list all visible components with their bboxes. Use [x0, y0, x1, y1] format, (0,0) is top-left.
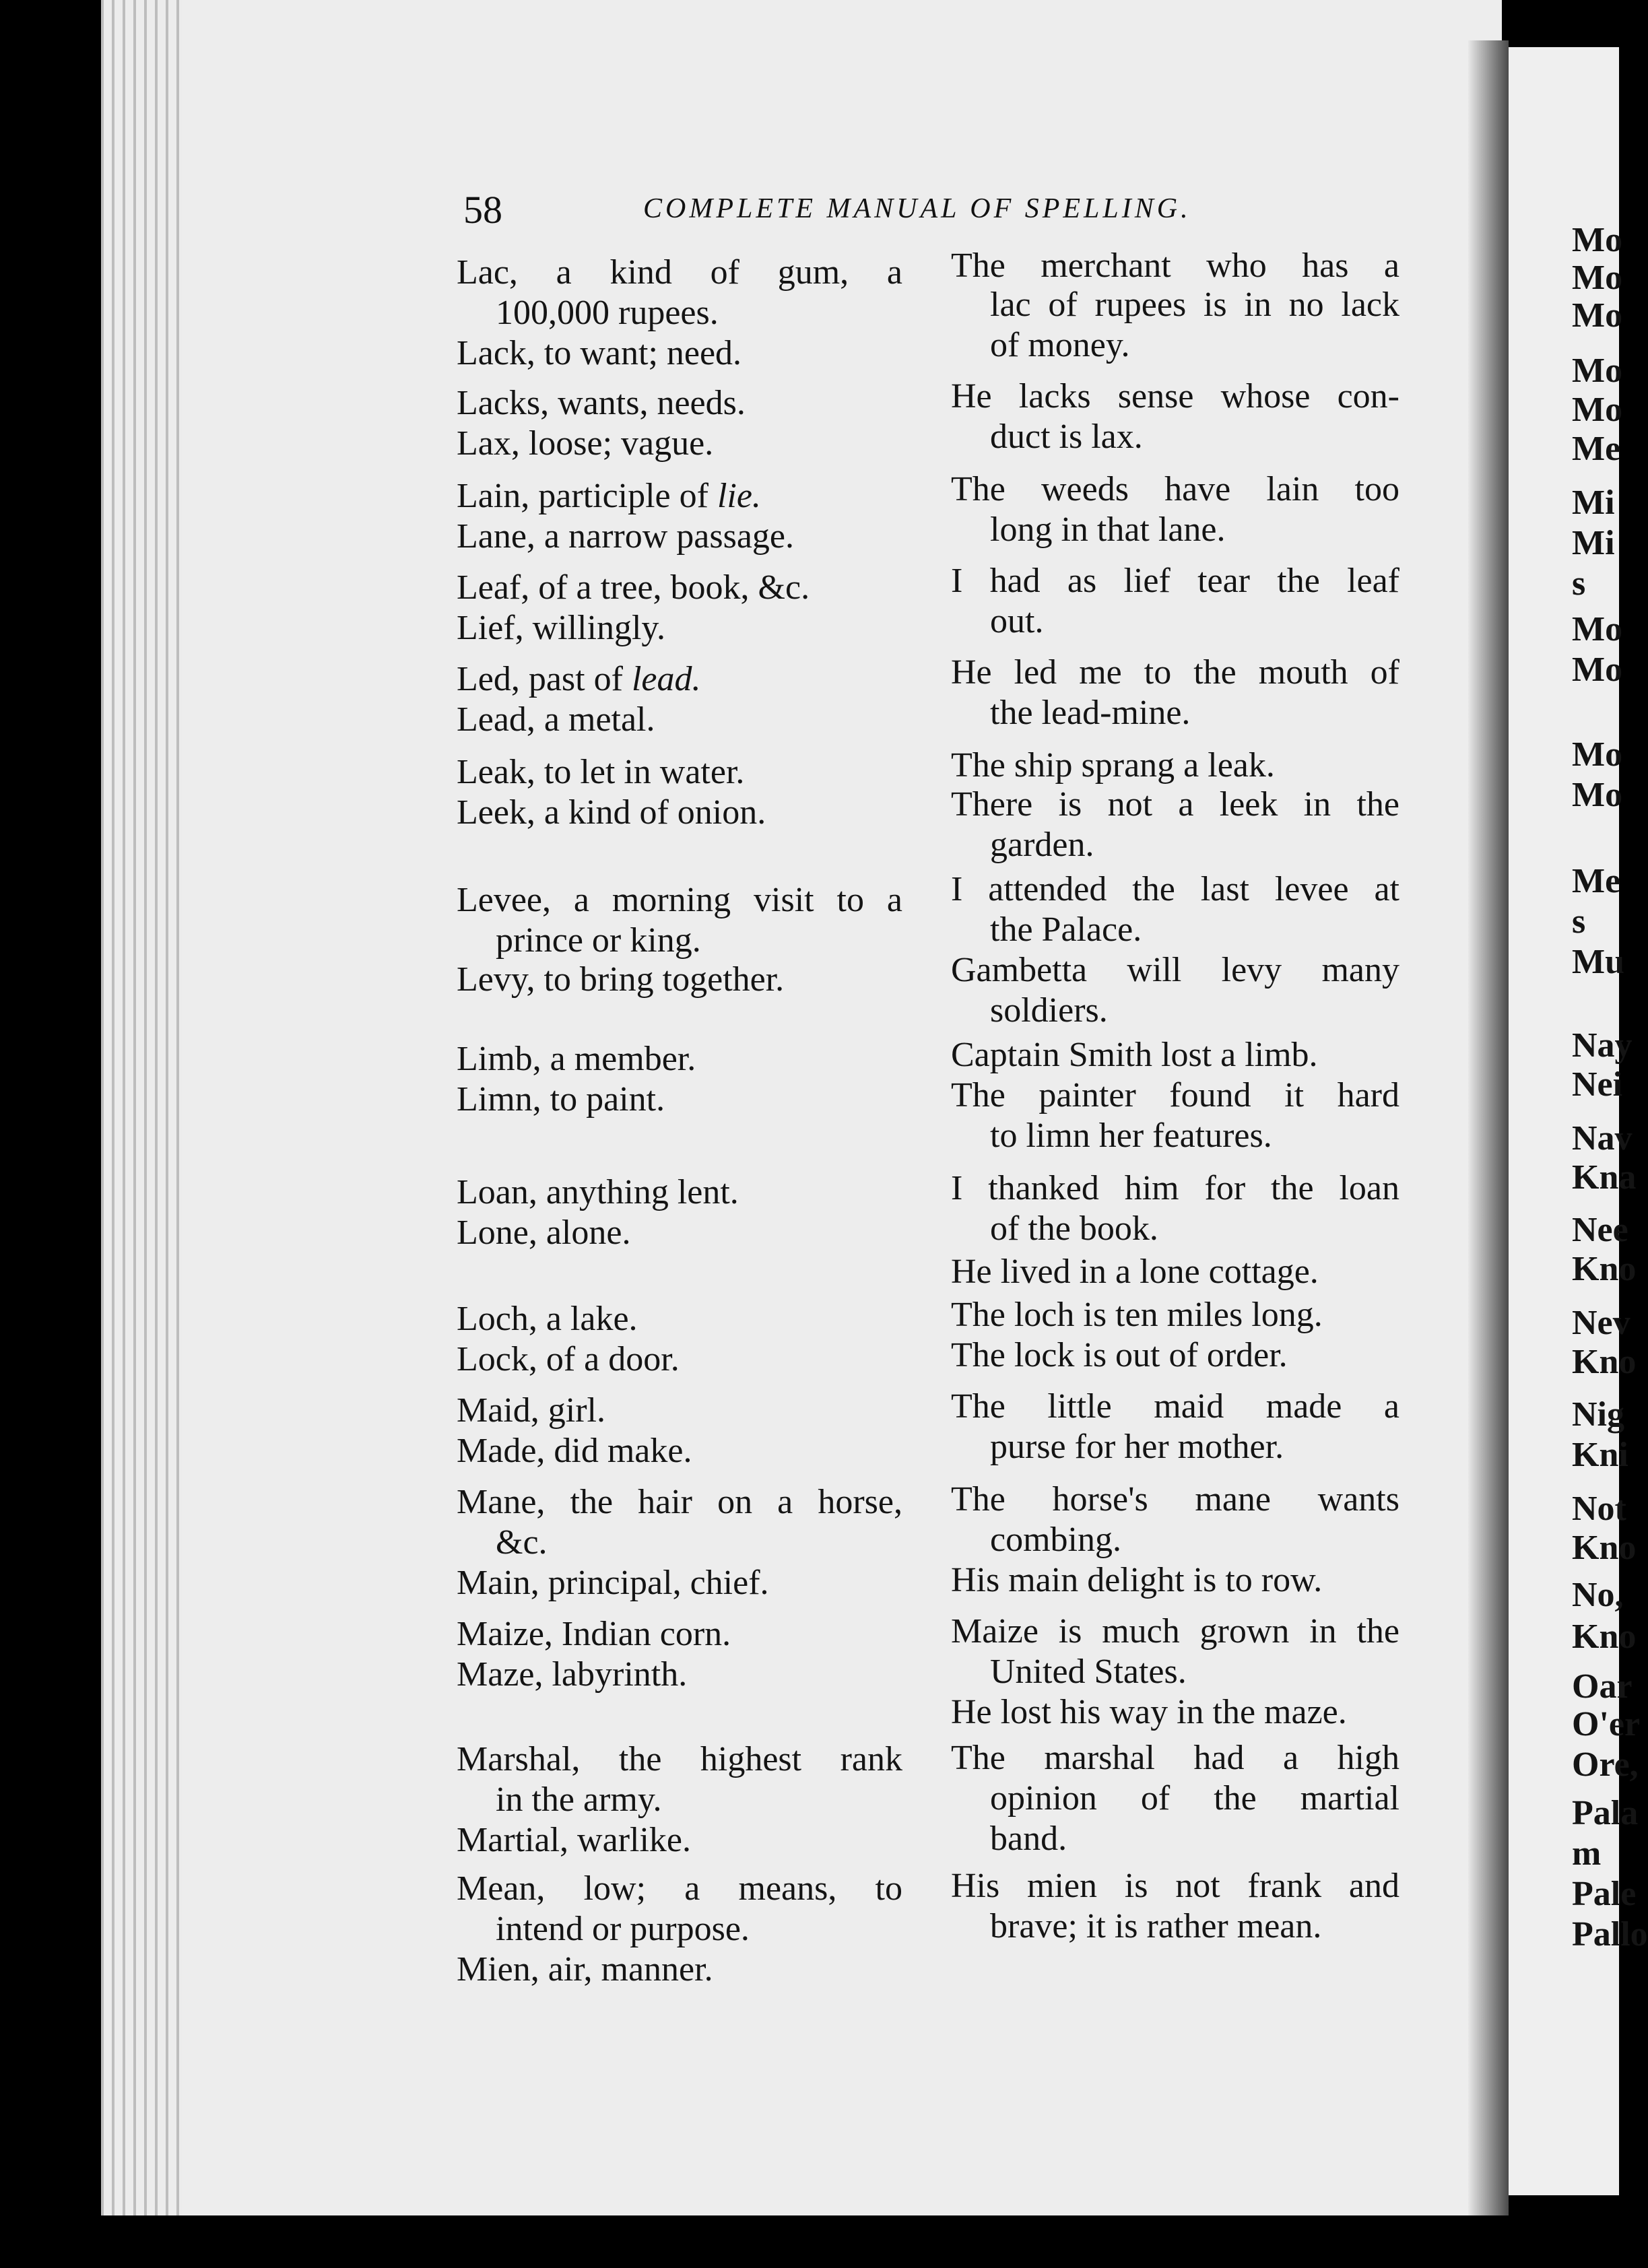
line-text: brave; it is rather mean.	[990, 1907, 1322, 1945]
line-text: Led, past of	[457, 660, 632, 698]
word-entry-line	[496, 920, 902, 962]
line-text: The lock is out of order.	[951, 1336, 1288, 1374]
example-sentence-line	[951, 1168, 1399, 1209]
line-text: soldiers.	[990, 991, 1108, 1030]
word-entry-line	[457, 1820, 902, 1861]
line-text: He lost his way in the maze.	[951, 1693, 1347, 1731]
next-page-fragment: Kno	[1572, 1529, 1637, 1567]
example-sentence-line	[990, 416, 1399, 458]
example-sentence-line	[990, 1115, 1399, 1157]
next-page-fragment: Mo	[1572, 776, 1623, 814]
example-sentence-line	[951, 1560, 1399, 1601]
example-sentence-line	[951, 869, 1399, 910]
line-text: Loan, anything lent.	[457, 1173, 739, 1211]
word-entry-line	[457, 516, 902, 558]
line-text: 100,000 rupees.	[496, 294, 719, 332]
line-text: Marshal, the highest rank	[457, 1740, 902, 1778]
next-page-fragment: Pale	[1572, 1875, 1637, 1913]
line-text: Limb, a member.	[457, 1040, 696, 1078]
next-page-fragment: Kno	[1572, 1617, 1637, 1656]
example-sentence-line	[951, 560, 1399, 602]
next-page-fragment: O'er	[1572, 1705, 1641, 1743]
example-sentence-line	[990, 601, 1399, 642]
line-text: long in that lane.	[990, 510, 1226, 549]
next-page-fragment: m	[1572, 1834, 1602, 1873]
word-entry-line	[457, 959, 902, 1001]
example-sentence-line	[990, 1519, 1399, 1561]
next-page-fragment: Mo	[1572, 735, 1623, 774]
example-sentence-line	[951, 784, 1399, 826]
example-sentence-line	[990, 284, 1399, 326]
next-page-fragment: Not	[1572, 1490, 1626, 1528]
line-text: The loch is ten miles long.	[951, 1296, 1323, 1334]
word-entry-line	[457, 1172, 902, 1213]
example-sentence-line	[951, 1611, 1399, 1653]
line-text: There is not a leek in the	[951, 785, 1399, 824]
line-text: Captain Smith lost a limb.	[951, 1036, 1318, 1074]
word-entry-line	[457, 423, 902, 465]
line-text: Levy, to bring together.	[457, 960, 785, 999]
line-text: I thanked him for the loan	[951, 1169, 1399, 1207]
word-entry-line	[457, 1339, 902, 1380]
example-sentence-line	[951, 1294, 1399, 1336]
line-text: opinion of the martial	[990, 1779, 1399, 1817]
next-page-fragment: Kni	[1572, 1436, 1628, 1474]
line-text: He led me to the mouth of	[951, 653, 1399, 692]
line-text: Mean, low; a means, to	[457, 1869, 902, 1908]
word-entry-line	[457, 475, 902, 517]
running-head: COMPLETE MANUAL OF SPELLING.	[643, 193, 1191, 224]
example-sentence-line	[990, 1426, 1399, 1468]
line-text: The ship sprang a leak.	[951, 746, 1275, 785]
example-sentence-line	[951, 469, 1399, 510]
line-text: United States.	[990, 1653, 1187, 1691]
word-entry-line	[496, 292, 902, 334]
next-page-fragment: Mo	[1572, 259, 1623, 297]
line-text: Lock, of a door.	[457, 1340, 680, 1378]
example-sentence-line	[951, 1034, 1399, 1076]
word-entry-line	[457, 607, 902, 649]
line-text: prince or king.	[496, 921, 701, 960]
example-sentence-line	[990, 909, 1399, 951]
example-sentence-line	[990, 1906, 1399, 1947]
word-entry-line	[457, 1613, 902, 1655]
line-text: Main, principal, chief.	[457, 1564, 769, 1602]
word-entry-line	[457, 1654, 902, 1696]
word-entry-line	[457, 1298, 902, 1340]
example-sentence-line	[951, 1251, 1399, 1293]
line-text: Maze, labyrinth.	[457, 1655, 688, 1694]
line-text: I attended the last levee at	[951, 870, 1399, 908]
next-page-fragment: Mi	[1572, 483, 1615, 522]
word-entry-line	[457, 659, 902, 700]
line-text: The little maid made a	[951, 1387, 1399, 1426]
word-entry-line	[496, 1908, 902, 1950]
line-text: Gambetta will levy many	[951, 951, 1399, 989]
line-text: Lead, a metal.	[457, 700, 655, 739]
line-text: garden.	[990, 826, 1094, 864]
line-text: to limn her features.	[990, 1116, 1272, 1155]
example-sentence-line	[951, 1737, 1399, 1779]
example-sentence-line	[990, 1208, 1399, 1250]
line-text: Maize, Indian corn.	[457, 1615, 731, 1653]
line-text: Maid, girl.	[457, 1391, 605, 1430]
example-sentence-line	[951, 1075, 1399, 1116]
line-text: I had as lief tear the leaf	[951, 562, 1399, 600]
next-page-fragment: Mo	[1572, 610, 1623, 648]
example-sentence-line	[990, 325, 1399, 366]
bottom-edge	[101, 2215, 1619, 2268]
line-text: His mien is not frank and	[951, 1867, 1399, 1905]
next-page-fragment: Pallo	[1572, 1915, 1648, 1954]
example-sentence-line	[951, 652, 1399, 694]
word-entry-line	[457, 1390, 902, 1432]
example-sentence-line	[951, 1386, 1399, 1428]
line-text: Levee, a morning visit to a	[457, 881, 902, 919]
example-sentence-line	[951, 949, 1399, 991]
next-page-fragment: Me	[1572, 862, 1621, 900]
line-text: Lane, a narrow passage.	[457, 517, 794, 556]
next-page-fragment: Mo	[1572, 352, 1623, 390]
word-entry-line	[496, 1779, 902, 1821]
line-text: The merchant who has a	[951, 246, 1399, 285]
next-page-fragment: Ore,	[1572, 1745, 1639, 1784]
example-sentence-line	[951, 1865, 1399, 1907]
line-text: purse for her mother.	[990, 1428, 1284, 1466]
line-text: Leaf, of a tree, book, &c.	[457, 568, 810, 607]
italic-word: lead.	[631, 660, 701, 698]
word-entry-line	[457, 1038, 902, 1080]
example-sentence-line	[951, 376, 1399, 418]
word-entry-line	[457, 382, 902, 424]
line-text: Maize is much grown in the	[951, 1612, 1399, 1650]
line-text: Leek, a kind of onion.	[457, 793, 766, 832]
word-entry-line	[457, 1562, 902, 1604]
word-entry-line	[457, 699, 902, 741]
next-page-fragment: Mi	[1572, 524, 1615, 562]
line-text: The painter found it hard	[951, 1076, 1399, 1114]
example-sentence-line	[990, 1651, 1399, 1693]
line-text: of the book.	[990, 1209, 1158, 1248]
line-text: The horse's mane wants	[951, 1480, 1399, 1519]
line-text: The weeds have lain too	[951, 470, 1399, 508]
word-entry-line	[457, 1739, 902, 1780]
word-entry-line	[457, 752, 902, 793]
word-entry-line	[457, 1949, 902, 1991]
line-text: Mane, the hair on a horse,	[457, 1483, 902, 1521]
italic-word: lie.	[717, 477, 761, 515]
line-text: Lone, alone.	[457, 1213, 631, 1252]
line-text: out.	[990, 602, 1044, 640]
next-page-fragment: Pala	[1572, 1794, 1639, 1832]
next-page-fragment: Nee	[1572, 1211, 1628, 1249]
word-entry-line	[496, 1522, 902, 1564]
example-sentence-line	[990, 692, 1399, 734]
word-entry-line	[457, 792, 902, 834]
line-text: in the army.	[496, 1780, 662, 1819]
word-entry-line	[457, 879, 902, 921]
next-page-fragment: Mo	[1572, 296, 1623, 335]
line-text: Made, did make.	[457, 1432, 692, 1470]
line-text: Limn, to paint.	[457, 1080, 665, 1119]
line-text: Lain, participle of	[457, 477, 717, 515]
next-page-fragment: Mu	[1572, 943, 1624, 981]
word-entry-line	[457, 333, 902, 374]
example-sentence-line	[951, 1479, 1399, 1521]
next-page-fragment: s	[1572, 902, 1586, 941]
word-entry-line	[457, 567, 902, 609]
line-text: Lief, willingly.	[457, 609, 666, 647]
line-text: Lac, a kind of gum, a	[457, 253, 902, 292]
line-text: of money.	[990, 326, 1130, 364]
word-entry-line	[457, 1079, 902, 1121]
next-page-fragment: Nig	[1572, 1395, 1624, 1434]
line-text: He lived in a lone cottage.	[951, 1253, 1319, 1291]
example-sentence-line	[990, 1818, 1399, 1860]
line-text: His main delight is to row.	[951, 1561, 1323, 1599]
line-text: Martial, warlike.	[457, 1821, 691, 1859]
example-sentence-line	[990, 509, 1399, 551]
line-text: combing.	[990, 1521, 1121, 1559]
next-page-fragment: Nei	[1572, 1065, 1623, 1104]
line-text: lac of rupees is in no lack	[990, 286, 1399, 324]
line-text: intend or purpose.	[496, 1910, 750, 1948]
page-number: 58	[463, 188, 502, 232]
line-text: &c.	[496, 1523, 548, 1562]
line-text: Loch, a lake.	[457, 1300, 638, 1338]
example-sentence-line	[990, 1778, 1399, 1820]
line-text: The marshal had a high	[951, 1739, 1399, 1777]
example-sentence-line	[990, 824, 1399, 866]
next-page-fragment: Kna	[1572, 1158, 1637, 1197]
line-text: the Palace.	[990, 910, 1142, 949]
example-sentence-line	[951, 245, 1399, 287]
line-text: duct is lax.	[990, 418, 1143, 456]
line-text: Mien, air, manner.	[457, 1950, 713, 1989]
next-page-fragment: Kno	[1572, 1250, 1637, 1288]
word-entry-line	[457, 1868, 902, 1910]
next-page-fragment: Mo	[1572, 391, 1623, 429]
word-entry-line	[457, 252, 902, 294]
line-text: Leak, to let in water.	[457, 753, 745, 791]
example-sentence-line	[951, 1335, 1399, 1376]
line-text: the lead-mine.	[990, 694, 1191, 732]
next-page-fragment: Mo	[1572, 221, 1623, 259]
line-text: Lax, loose; vague.	[457, 424, 714, 463]
word-entry-line	[457, 1212, 902, 1254]
word-entry-line	[457, 1481, 902, 1523]
example-sentence-line	[951, 745, 1399, 787]
next-page-fragment: s	[1572, 564, 1586, 603]
next-page-fragment: Oar	[1572, 1667, 1633, 1706]
next-page-fragment: Nev	[1572, 1304, 1630, 1342]
next-page-fragment: Me	[1572, 430, 1621, 468]
example-sentence-line	[990, 990, 1399, 1032]
next-page-fragment: Nav	[1572, 1119, 1633, 1158]
next-page-fragment: Kno	[1572, 1343, 1637, 1381]
next-page-fragment: No,	[1572, 1576, 1624, 1614]
next-page-fragment: Nay	[1572, 1026, 1633, 1065]
line-text: band.	[990, 1820, 1067, 1858]
example-sentence-line	[951, 1692, 1399, 1733]
line-text: Lack, to want; need.	[457, 334, 742, 372]
line-text: He lacks sense whose con-	[951, 377, 1399, 415]
line-text: Lacks, wants, needs.	[457, 384, 746, 422]
word-entry-line	[457, 1430, 902, 1472]
next-page-fragment: Mo	[1572, 651, 1623, 689]
